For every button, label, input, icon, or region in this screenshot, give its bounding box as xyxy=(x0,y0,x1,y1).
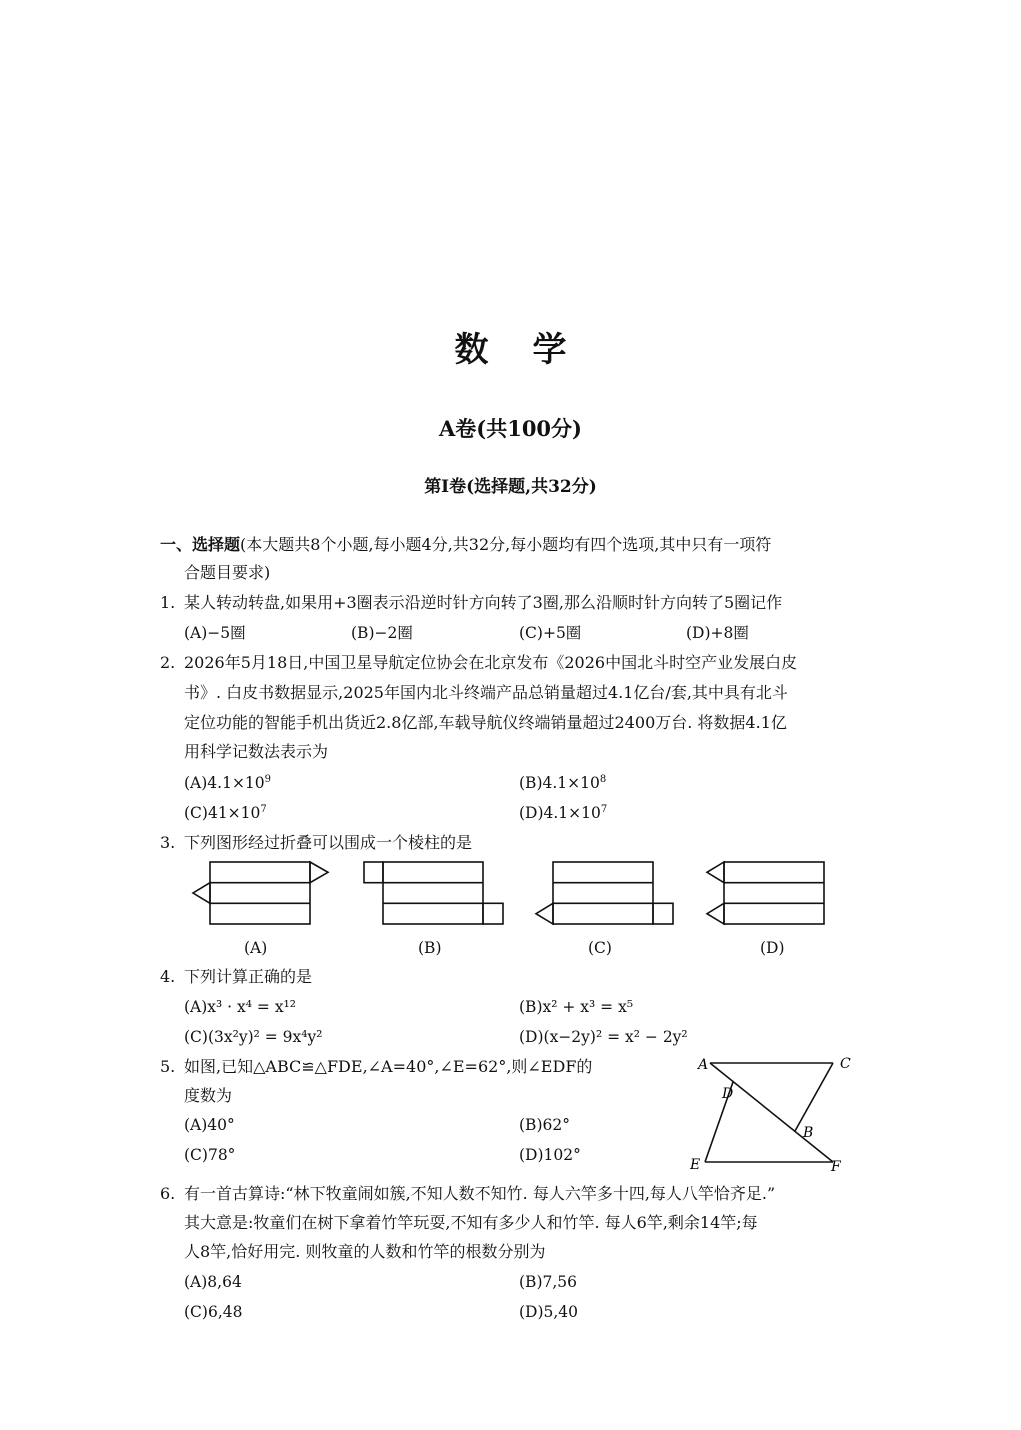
question-text: 度数为 xyxy=(184,1086,233,1105)
segment-af xyxy=(710,1063,833,1162)
option-exponent: 7 xyxy=(260,803,267,815)
figure-label-c: (C) xyxy=(588,939,612,957)
question-number: 3. xyxy=(160,833,176,852)
vertex-label-d: D xyxy=(722,1086,734,1102)
question-number: 6. xyxy=(160,1184,176,1203)
section1-desc-line2: 合题目要求) xyxy=(184,563,271,582)
option-c: (C)+5圈 xyxy=(519,624,582,642)
section1-head: 一、选择题 xyxy=(160,535,241,554)
net-figure-d xyxy=(707,862,824,924)
option-a: (A)8,64 xyxy=(184,1273,242,1291)
question-number: 4. xyxy=(160,967,176,986)
question-text: 人8竿,恰好用完. 则牧童的人数和竹竿的根数分别为 xyxy=(184,1242,546,1261)
option-a xyxy=(184,772,271,794)
question-text: 下列计算正确的是 xyxy=(184,967,313,986)
section1-desc xyxy=(160,534,771,556)
option-d xyxy=(519,802,607,824)
option-d: (D)102° xyxy=(519,1146,581,1164)
triangle-figure xyxy=(690,1052,870,1172)
option-b: (B)7,56 xyxy=(519,1273,577,1291)
question-text: 其大意是:牧童们在树下拿着竹竿玩耍,不知有多少人和竹竿. 每人6竿,剩余14竿;每 xyxy=(184,1213,758,1232)
page-title: 数学 xyxy=(454,330,611,370)
net-figure-a xyxy=(193,862,328,924)
question-text: 定位功能的智能手机出货近2.8亿部,车载导航仪终端销量超过2400万台. 将数据4.1亿 xyxy=(184,713,787,732)
option-b: (B)−2圈 xyxy=(351,624,413,642)
vertex-label-f: F xyxy=(831,1159,841,1172)
segment-cb xyxy=(795,1063,833,1131)
question-text: 下列图形经过折叠可以围成一个棱柱的是 xyxy=(184,833,473,852)
section1-desc-line1: (本大题共8个小题,每小题4分,共32分,每小题均有四个选项,其中只有一项符 xyxy=(240,535,772,554)
question-text: 有一首古算诗:“林下牧童闹如簇,不知人数不知竹. 每人六竿多十四,每人八竿恰齐足.” xyxy=(184,1184,776,1203)
option-exponent: 8 xyxy=(599,773,607,785)
vertex-label-c: C xyxy=(840,1056,851,1072)
option-d: (D)(x−2y)² = x² − 2y² xyxy=(519,1028,688,1046)
question-text: 如图,已知△ABC≌△FDE,∠A=40°,∠E=62°,则∠EDF的 xyxy=(184,1057,593,1076)
option-b: (B)x² + x³ = x⁵ xyxy=(519,998,634,1016)
option-base: (D)4.1×10 xyxy=(519,804,601,822)
question-text: 用科学记数法表示为 xyxy=(184,742,329,761)
vertex-label-b: B xyxy=(803,1125,814,1141)
question-number: 1. xyxy=(160,593,176,612)
question-text: 2026年5月18日,中国卫星导航定位协会在北京发布《2026中国北斗时空产业发展白皮 xyxy=(184,653,798,672)
prism-net-figures xyxy=(0,858,1021,938)
figure-label-d: (D) xyxy=(760,939,785,957)
figure-label-a: (A) xyxy=(244,939,268,957)
option-d: (D)+8圈 xyxy=(686,624,749,642)
option-c: (C)78° xyxy=(184,1146,236,1164)
option-b: (B)62° xyxy=(519,1116,570,1134)
option-exponent: 9 xyxy=(264,773,272,785)
option-base: (B)4.1×10 xyxy=(519,774,600,792)
option-c: (C)(3x²y)² = 9x⁴y² xyxy=(184,1028,323,1046)
option-exponent: 7 xyxy=(600,803,608,815)
option-c: (C)6,48 xyxy=(184,1303,243,1321)
option-a: (A)40° xyxy=(184,1116,235,1134)
question-text: 书》. 白皮书数据显示,2025年国内北斗终端产品总销量超过4.1亿台/套,其中具有北斗 xyxy=(184,683,788,702)
net-figure-b xyxy=(364,862,503,924)
option-c xyxy=(184,802,267,824)
question-number: 2. xyxy=(160,653,176,672)
vertex-label-e: E xyxy=(690,1157,701,1172)
question-text: 某人转动转盘,如果用+3圈表示沿逆时针方向转了3圈,那么沿顺时针方向转了5圈记作 xyxy=(184,593,783,612)
part1-heading: 第Ⅰ卷(选择题,共32分) xyxy=(424,477,597,497)
option-a: (A)−5圈 xyxy=(184,624,246,642)
option-base: (C)41×10 xyxy=(184,804,261,822)
vertex-label-a: A xyxy=(698,1057,709,1073)
figure-label-b: (B) xyxy=(418,939,442,957)
volume-a-heading: A卷(共100分) xyxy=(438,416,582,441)
question-number: 5. xyxy=(160,1057,176,1076)
option-base: (A)4.1×10 xyxy=(184,774,265,792)
option-b xyxy=(519,772,606,794)
option-d: (D)5,40 xyxy=(519,1303,579,1321)
net-figure-c xyxy=(536,862,673,924)
option-a: (A)x³ · x⁴ = x¹² xyxy=(184,998,296,1016)
